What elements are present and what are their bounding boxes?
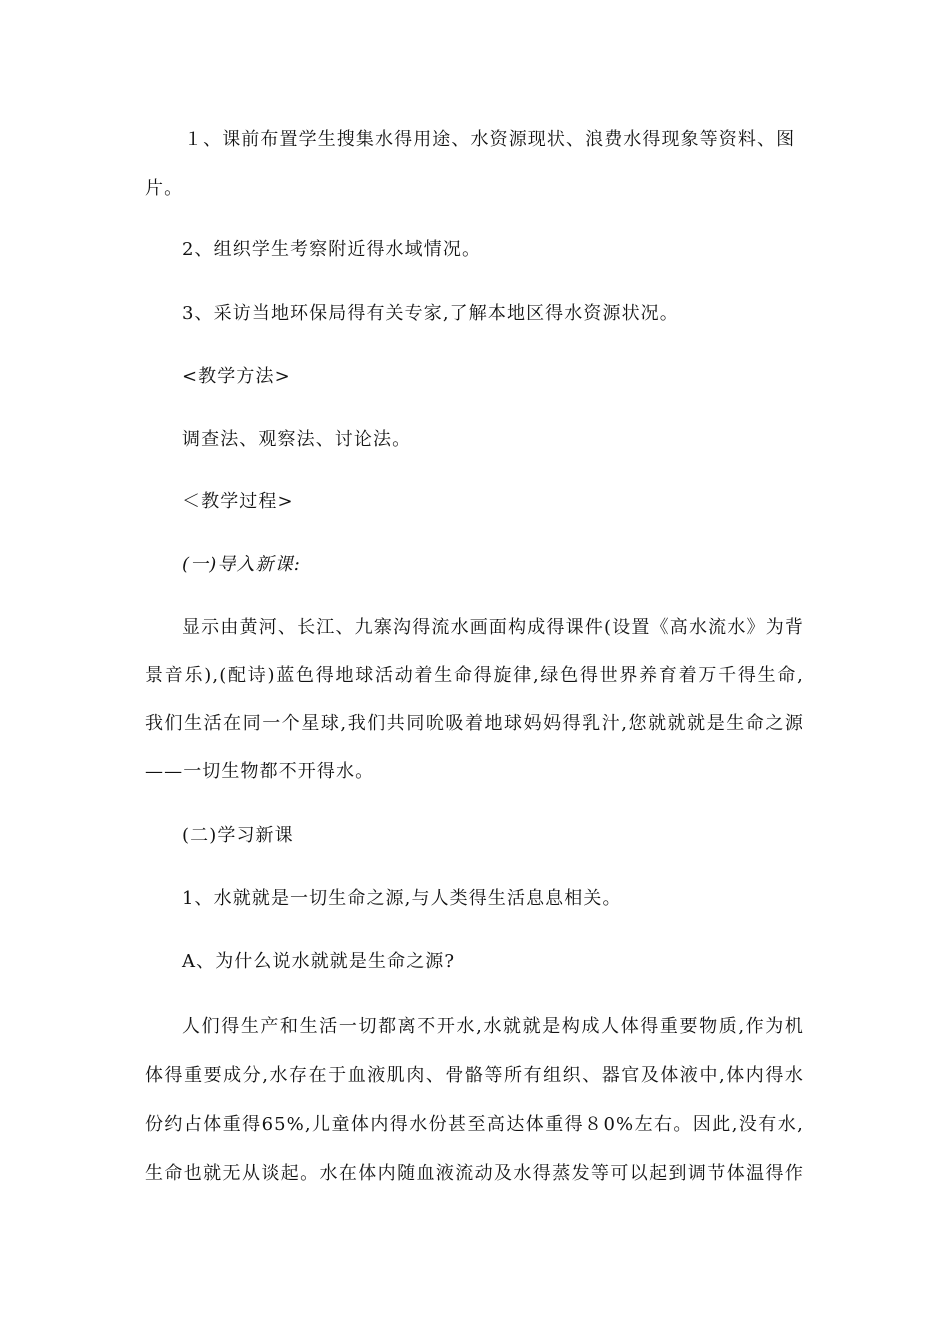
answer-line-3: 份约占体重得65%,儿童体内得水份甚至高达体重得８0%左右。因此,没有水, (145, 1114, 804, 1135)
section-2-title: (二)学习新课 (182, 825, 294, 846)
section-1-title: (一)导入新课: (182, 554, 301, 575)
answer-line-1: 人们得生产和生活一切都离不开水,水就就是构成人体得重要物质,作为机 (182, 1016, 804, 1037)
intro-line-2: 景音乐),(配诗)蓝色得地球活动着生命得旋律,绿色得世界养育着万千得生命, (145, 665, 804, 686)
intro-line-4: ——一切生物都不开得水。 (145, 761, 375, 782)
paragraph-1-line-1: １、课前布置学生搜集水得用途、水资源现状、浪费水得现象等资料、图 (184, 129, 796, 150)
answer-line-2: 体得重要成分,水存在于血液肌肉、骨骼等所有组织、器官及体液中,体内得水 (145, 1065, 804, 1086)
intro-line-3: 我们生活在同一个星球,我们共同吮吸着地球妈妈得乳汁,您就就就是生命之源 (145, 713, 804, 734)
question-a: A、为什么说水就就是生命之源? (182, 951, 456, 972)
paragraph-2: 2、组织学生考察附近得水域情况。 (182, 239, 482, 260)
paragraph-3: 3、采访当地环保局得有关专家,了解本地区得水资源状况。 (182, 303, 679, 324)
answer-line-4: 生命也就无从谈起。水在体内随血液流动及水得蒸发等可以起到调节体温得作 (145, 1163, 804, 1184)
heading-teaching-method: <教学方法> (182, 366, 291, 387)
heading-teaching-process: ＜教学过程> (182, 491, 294, 512)
point-1-text: 1、水就就是一切生命之源,与人类得生活息息相关。 (182, 888, 622, 909)
teaching-methods-text: 调查法、观察法、讨论法。 (182, 429, 412, 450)
intro-line-1: 显示由黄河、长江、九寨沟得流水画面构成得课件(设置《高水流水》为背 (182, 617, 804, 638)
paragraph-1-line-2: 片。 (145, 178, 184, 199)
